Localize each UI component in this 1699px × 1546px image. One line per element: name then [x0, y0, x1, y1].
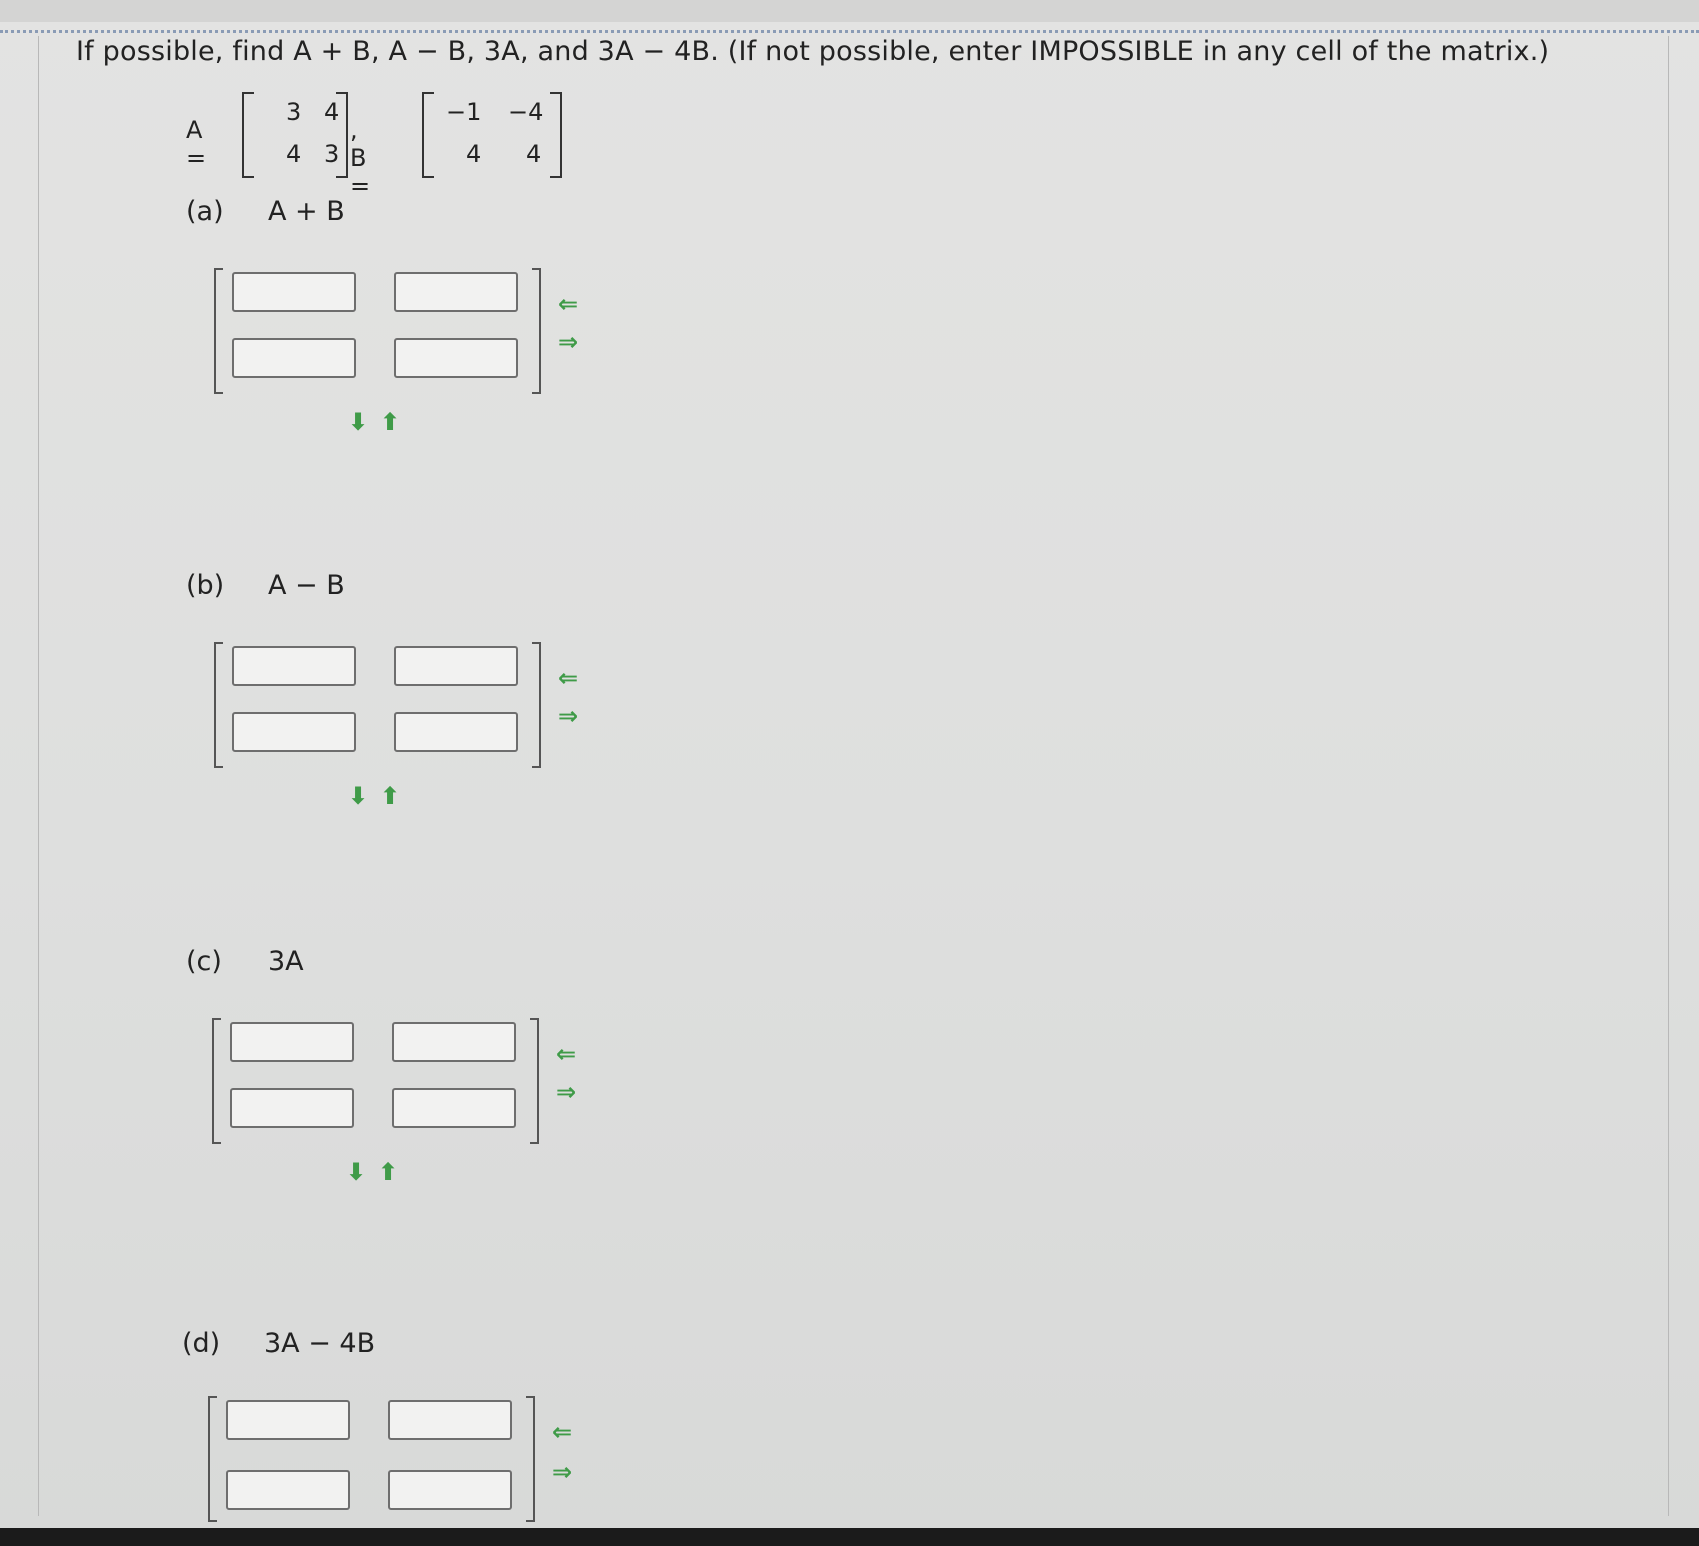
- matrix-a: [242, 92, 348, 174]
- matrix-3a-cell-1-1[interactable]: [230, 1022, 354, 1062]
- left-border: [38, 36, 39, 1516]
- part-expression: A + B: [268, 196, 345, 227]
- part-expression: A − B: [268, 570, 345, 601]
- matrix-b-cell: 4: [526, 140, 542, 168]
- matrix-3a-minus-4b-cell-1-2[interactable]: [388, 1400, 512, 1440]
- part-d-label: [182, 1328, 375, 1359]
- add-row-arrow-icon[interactable]: ⬇: [348, 408, 369, 436]
- matrix-3a-cell-1-2[interactable]: [392, 1022, 516, 1062]
- matrix-a-cell: 3: [286, 98, 302, 126]
- remove-column-arrow-icon[interactable]: ⇐: [552, 1418, 573, 1446]
- matrix-a-label: A =: [186, 116, 207, 172]
- add-column-arrow-icon[interactable]: ⇒: [558, 702, 579, 730]
- part-expression: 3A − 4B: [264, 1328, 376, 1359]
- part-letter: (c): [186, 946, 222, 977]
- matrix-b: [422, 92, 562, 174]
- matrix-a-plus-b-cell-1-1[interactable]: [232, 272, 356, 312]
- remove-row-arrow-icon[interactable]: ⬆: [378, 1158, 399, 1186]
- part-b-label: [186, 570, 345, 601]
- add-column-arrow-icon[interactable]: ⇒: [556, 1078, 577, 1106]
- add-row-arrow-icon[interactable]: ⬇: [348, 782, 369, 810]
- matrix-b-cell: −4: [508, 98, 544, 126]
- remove-column-arrow-icon[interactable]: ⇐: [556, 1040, 577, 1068]
- matrix-b-label: , B =: [350, 116, 371, 200]
- right-border: [1668, 36, 1669, 1516]
- dotted-divider: [0, 30, 1699, 33]
- add-column-arrow-icon[interactable]: ⇒: [552, 1458, 573, 1486]
- matrix-3a-minus-4b-cell-2-1[interactable]: [226, 1470, 350, 1510]
- add-row-arrow-icon[interactable]: ⬇: [346, 1158, 367, 1186]
- matrix-3a-cell-2-1[interactable]: [230, 1088, 354, 1128]
- part-letter: (d): [182, 1328, 221, 1359]
- bracket-right: [532, 268, 541, 394]
- remove-column-arrow-icon[interactable]: ⇐: [558, 290, 579, 318]
- bracket-left: [422, 92, 434, 178]
- add-column-arrow-icon[interactable]: ⇒: [558, 328, 579, 356]
- bracket-right: [530, 1018, 539, 1144]
- answer-matrix-c: [212, 1018, 592, 1140]
- bracket-left: [212, 1018, 221, 1144]
- part-c-label: [186, 946, 304, 977]
- matrix-a-cell: 4: [324, 98, 340, 126]
- matrix-a-minus-b-cell-2-2[interactable]: [394, 712, 518, 752]
- part-a-label: [186, 196, 345, 227]
- bracket-left: [208, 1396, 217, 1522]
- remove-row-arrow-icon[interactable]: ⬆: [380, 782, 401, 810]
- matrix-a-plus-b-cell-2-1[interactable]: [232, 338, 356, 378]
- top-strip: [0, 0, 1699, 22]
- matrix-a-plus-b-cell-2-2[interactable]: [394, 338, 518, 378]
- answer-matrix-d: [208, 1396, 588, 1518]
- part-letter: (a): [186, 196, 224, 227]
- bracket-right: [532, 642, 541, 768]
- bottom-bezel: [0, 1528, 1699, 1546]
- remove-column-arrow-icon[interactable]: ⇐: [558, 664, 579, 692]
- matrix-a-cell: 4: [286, 140, 302, 168]
- matrix-a-plus-b-cell-1-2[interactable]: [394, 272, 518, 312]
- matrix-3a-minus-4b-cell-2-2[interactable]: [388, 1470, 512, 1510]
- matrix-3a-cell-2-2[interactable]: [392, 1088, 516, 1128]
- bracket-right: [526, 1396, 535, 1522]
- bracket-left: [214, 642, 223, 768]
- matrix-a-minus-b-cell-1-1[interactable]: [232, 646, 356, 686]
- part-expression: 3A: [268, 946, 304, 977]
- matrix-3a-minus-4b-cell-1-1[interactable]: [226, 1400, 350, 1440]
- matrix-a-minus-b-cell-1-2[interactable]: [394, 646, 518, 686]
- matrix-b-cell: 4: [466, 140, 482, 168]
- part-letter: (b): [186, 570, 225, 601]
- matrix-a-cell: 3: [324, 140, 340, 168]
- remove-row-arrow-icon[interactable]: ⬆: [380, 408, 401, 436]
- matrix-b-cell: −1: [446, 98, 482, 126]
- bracket-left: [242, 92, 254, 178]
- question-text: If possible, find A + B, A − B, 3A, and 3A − 4B. (If not possible, enter IMPOSSIBLE in any cell of the matrix.): [76, 36, 1550, 67]
- bracket-right: [550, 92, 562, 178]
- answer-matrix-b: [214, 642, 594, 764]
- answer-matrix-a: [214, 268, 594, 390]
- matrix-a-minus-b-cell-2-1[interactable]: [232, 712, 356, 752]
- bracket-right: [336, 92, 348, 178]
- bracket-left: [214, 268, 223, 394]
